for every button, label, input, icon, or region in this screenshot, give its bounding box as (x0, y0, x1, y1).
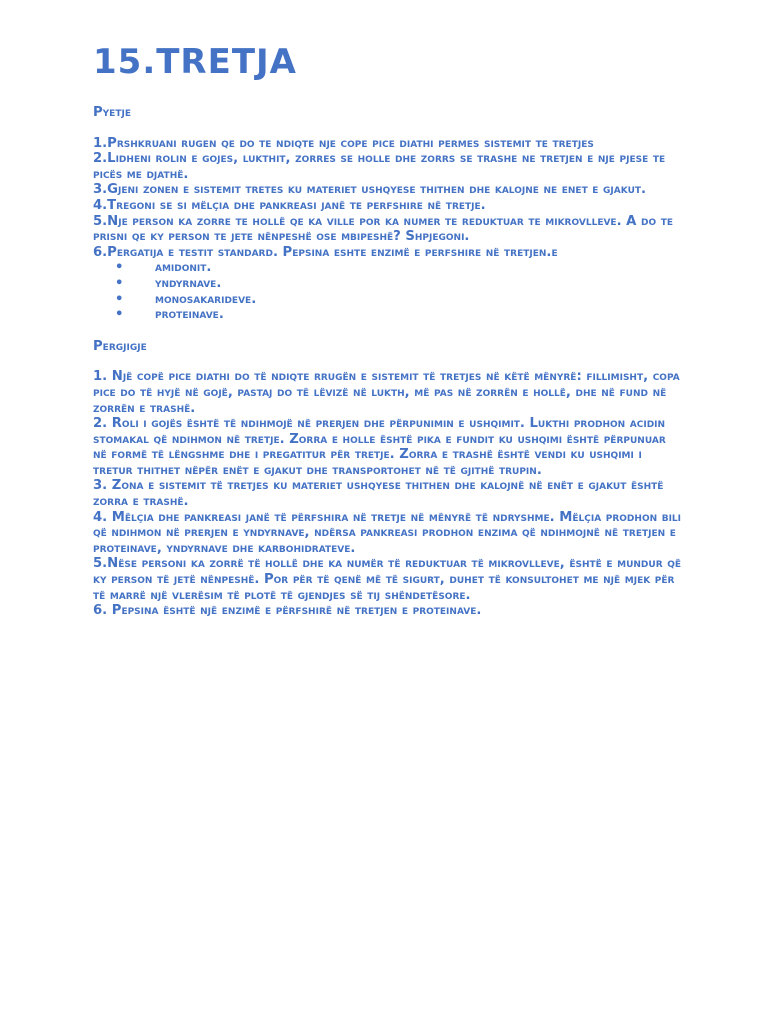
answers-list (93, 369, 683, 619)
question-6: 6.Pergatija e testit standard. Pepsina eshte enzimë e perfshire në tretjen.e (93, 244, 558, 260)
question-1: 1.Prshkruani rugen qe do te ndiqte nje cope pice diathi permes sistemit te tretjes (93, 135, 594, 151)
document-title: 15.TRETJA (93, 42, 297, 82)
bullet-icon: • (115, 275, 124, 291)
questions-list (93, 136, 683, 323)
option-item (93, 260, 683, 276)
document-page (93, 40, 683, 619)
answer-1: 1. Një copë pice diathi do të ndiqte rrugën e sistemit të tretjes në këtë mënyrë: fillimisht, copa pice do të hyjë në gojë, pastaj do të lëvizë në lukth, më pas në zorrën e hollë, dhe në fund në zorrën e trashë. (93, 369, 680, 416)
bullet-icon: • (115, 260, 124, 276)
questions-heading: Pyetje (93, 105, 131, 120)
option-item (93, 276, 683, 292)
answers-heading: Pergjigje (93, 338, 147, 354)
option-item (93, 307, 683, 323)
bullet-icon: • (115, 307, 124, 323)
answer-5: 5.Nëse personi ka zorrë të hollë dhe ka numër të reduktuar të mikrovlleve, është e mundur që ky person të jetë nënpeshë. Por për të qenë më të sigurt, duhet të konsultohet me një mjek për të marrë një vlerësim të plotë të gjendjes së tij shëndetësore. (93, 556, 682, 603)
option-label: amidonit. (155, 260, 212, 276)
answer-3: 3. Zona e sistemit të tretjes ku materiet ushqyese thithen dhe kalojnë në enët e gjakut është zorra e trashë. (93, 478, 664, 510)
answer-6: 6. Pepsina është një enzimë e përfshirë në tretjen e proteinave. (93, 603, 482, 619)
answer-2: 2. Roli i gojës është të ndihmojë në prerjen dhe përpunimin e ushqimit. Lukthi prodhon acidin stomakal që ndihmon në tretje. Zorra e holle është pika e fundit ku ushqimi është përpunuar në formë të lëngshme dhe i pregatitur për tretje. Zorra e trashë është vendi ku ushqimi i tretur thithet nëpër enët e gjakut dhe transportohet në të gjithë trupin. (93, 416, 666, 478)
question-5: 5.Nje person ka zorre te hollë qe ka ville por ka numer te reduktuar te mikrovlleve. A do te prisni qe ky person te jete nënpeshë ose mbipeshë? Shpjegoni. (93, 213, 673, 245)
option-label: proteinave. (155, 307, 224, 323)
answer-4: 4. Mëlçia dhe pankreasi janë të përfshira në tretje në mënyrë të ndryshme. Mëlçia prodhon bili që ndihmon në prerjen e yndyrnave, ndërsa pankreasi prodhon enzima që ndihmojnë në tretjen e proteinave, yndyrnave dhe karbohidrateve. (93, 509, 682, 556)
question-2: 2.Lidheni rolin e gojes, lukthit, zorres se holle dhe zorrs se trashe ne tretjen e nje pjese te picës me djathë. (93, 151, 666, 182)
question-3: 3.Gjeni zonen e sistemit tretes ku materiet ushqyese thithen dhe kalojne ne enet e gjakut. (93, 182, 647, 198)
option-label: monosakarideve. (155, 291, 257, 307)
bullet-icon: • (115, 291, 124, 307)
option-label: yndyrnave. (155, 275, 222, 291)
question-4: 4.Tregoni se si mëlçia dhe pankreasi janë te perfshire në tretje. (93, 197, 486, 213)
option-item (93, 292, 683, 308)
answer-options (93, 260, 683, 322)
